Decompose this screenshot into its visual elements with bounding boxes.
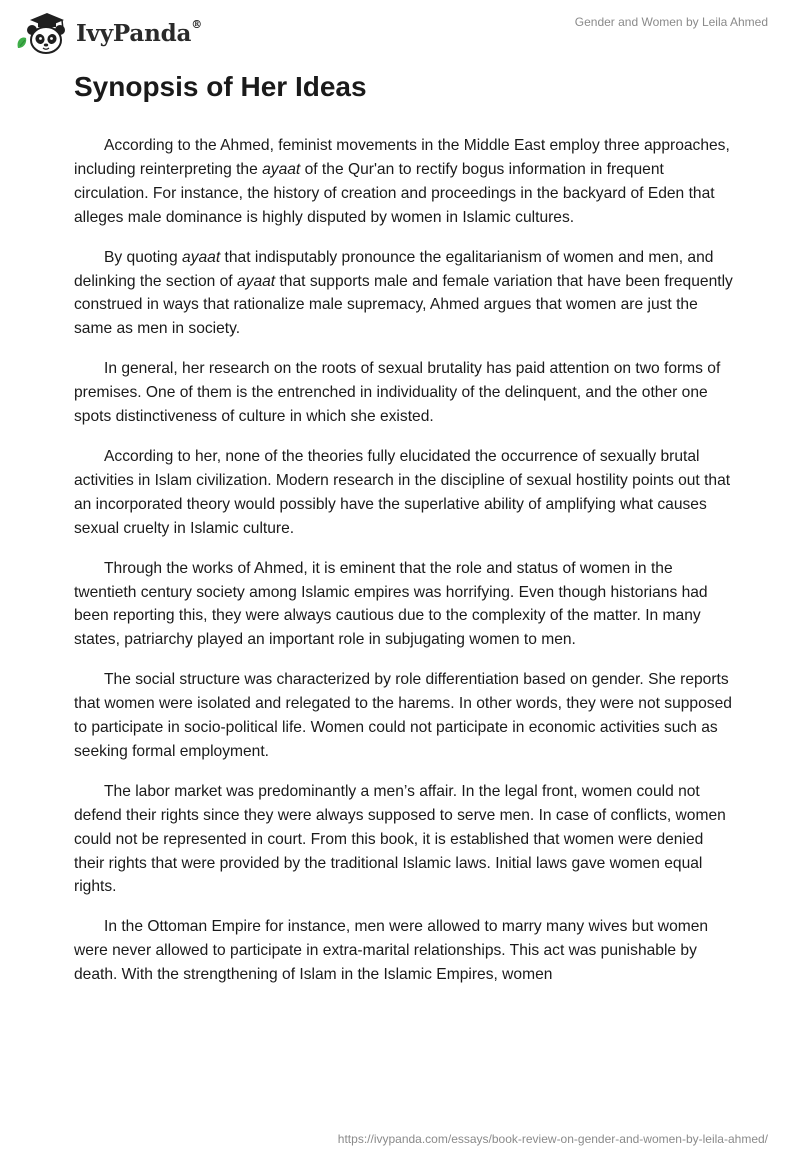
paragraph-text: that indisputably pronounce the egalitarianism of women and men, and delinking the section of — [74, 248, 714, 290]
paragraph-text: The labor market was predominantly a men’s affair. In the legal front, women could not defend their rights since they were always supposed to serve men. In case of conflicts, women could not be represented in court. From this book, it is established that women were denied their rights that were provided by the traditional Islamic laws. Initial laws gave women equal rights. — [74, 782, 726, 896]
paragraph-text: of the Qur'an to rectify bogus information in frequent circulation. For instance, the history of creation and proceedings in the backyard of Eden that alleges male dominance is highly disputed by women in Islamic cultures. — [74, 160, 715, 226]
italic-term: ayaat — [182, 248, 221, 266]
section-heading: Synopsis of Her Ideas — [74, 71, 367, 102]
source-url[interactable]: https://ivypanda.com/essays/book-review-on-gender-and-women-by-leila-ahmed/ — [337, 1132, 768, 1146]
body-paragraph — [74, 445, 734, 541]
body-paragraph — [74, 246, 734, 342]
body-paragraph — [74, 668, 734, 764]
italic-term: ayaat — [236, 272, 276, 290]
body-paragraph — [74, 134, 734, 230]
paragraph-text: According to her, none of the theories fully elucidated the occurrence of sexually brutal activities in Islam civilization. Modern research in the discipline of sexual hostility points out that an incorporated theory would possibly have the superlative ability of amplifying what causes sexual cruelty in Islamic culture. — [74, 447, 731, 537]
panda-graduation-logo-icon — [14, 8, 72, 58]
paragraph-text: that supports male and female variation that have been frequently construed in ways that rationalize male supremacy, Ahmed argues that women are just the same as men in society. — [74, 272, 733, 338]
paragraph-text: In general, her research on the roots of sexual brutality has paid attention on two forms of premises. One of them is the entrenched in individuality of the delinquent, and the other one spots distinctiveness of culture in which she existed. — [74, 360, 721, 426]
body-paragraph — [74, 915, 734, 987]
paragraph-text: By quoting — [104, 248, 183, 266]
page-header — [0, 0, 800, 70]
brand-name: IvyPanda® — [76, 17, 202, 47]
paragraph-text: In the Ottoman Empire for instance, men were allowed to marry many wives but women were never allowed to participate in extra-marital relationships. This act was punishable by death. With the strengthening of Islam in the Islamic Empires, women — [74, 918, 709, 984]
body-paragraph — [74, 357, 734, 429]
paragraph-text: Through the works of Ahmed, it is eminent that the role and status of women in the twentieth century society among Islamic empires was horrifying. Even though historians had been reporting this, they were always cautious due to the complexity of the matter. In many states, patriarchy played an important role in subjugating women to men. — [74, 559, 708, 649]
ivypanda-logo[interactable] — [14, 8, 202, 58]
paragraph-text: The social structure was characterized by role differentiation based on gender. She reports that women were isolated and relegated to the harems. In other words, they were not supposed to participate in socio-political life. Women could not participate in economic activities such as seeking formal employment. — [74, 671, 732, 760]
italic-term: ayaat — [262, 160, 301, 178]
article-body — [74, 134, 734, 1003]
body-paragraph — [74, 780, 734, 900]
paragraph-text: According to the Ahmed, feminist movements in the Middle East employ three approaches, including reinterpreting the — [74, 137, 730, 178]
body-paragraph — [74, 557, 734, 653]
document-title: Gender and Women by Leila Ahmed — [574, 15, 768, 29]
